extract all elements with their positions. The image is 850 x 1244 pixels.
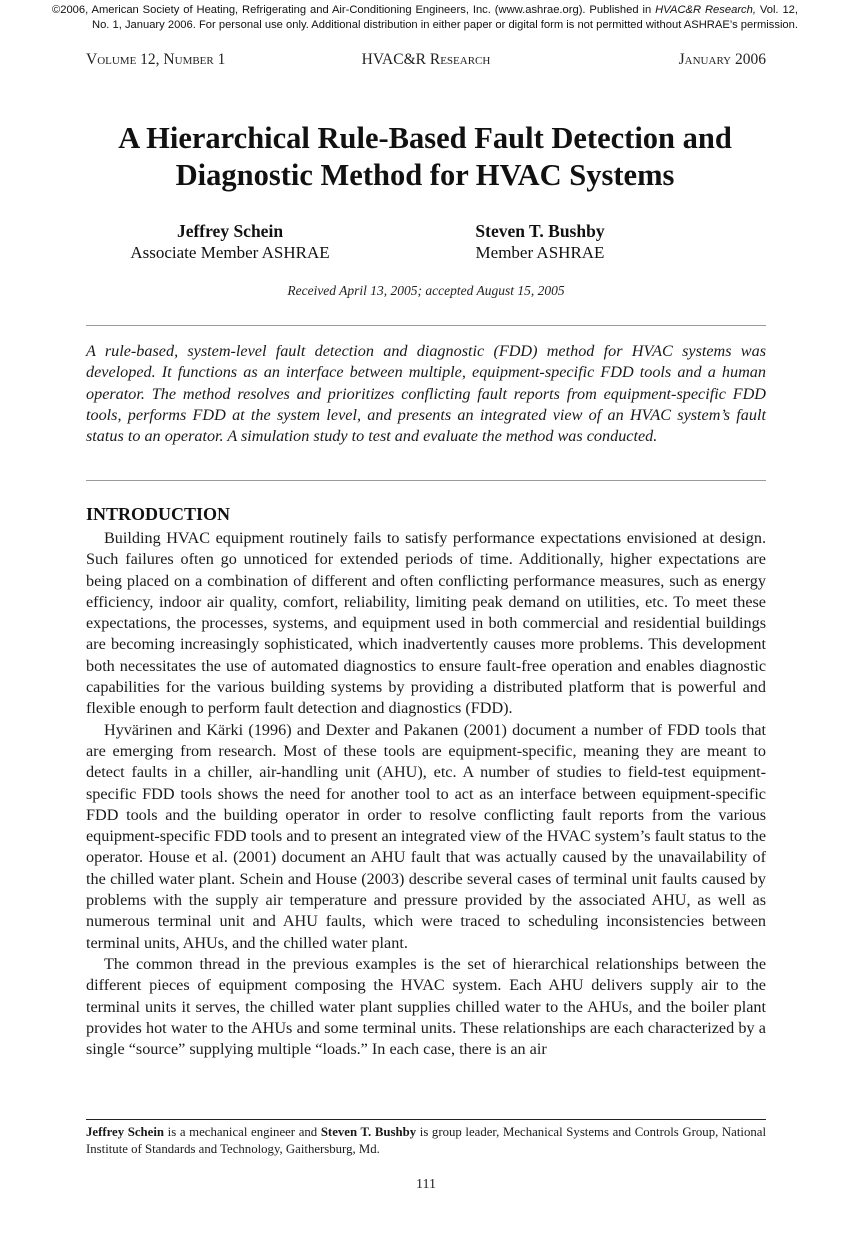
paper-title: A Hierarchical Rule-Based Fault Detection and Diagnostic Method for HVAC Systems: [118, 121, 732, 192]
running-header-date: January 2006: [678, 51, 766, 68]
copyright-text-part1: ©2006, American Society of Heating, Refrigerating and Air-Conditioning Engineers, Inc. (www.ashrae.org). Published in: [52, 4, 656, 16]
body-paragraph: Building HVAC equipment routinely fails to satisfy performance expectations envisioned at design. Such failures often go unnoticed for extended periods of time. Additionally, higher expectations are being placed on a combination of different and often conflicting performance measures, such as energy efficiency, indoor air quality, comfort, reliability, limiting peak demand on utilities, etc. To meet these expectations, the processes, systems, and equipment used in both commercial and residential buildings are becoming increasingly sophisticated, which inadvertently causes more problems. This development both necessitates the use of automated diagnostics to ensure fault-free operation and enables diagnostic capabilities for the various building systems by providing a distributed platform that is powerful and flexible enough to perform fault detection and diagnostics (FDD).: [86, 529, 766, 718]
abstract-bottom-divider: [86, 480, 766, 481]
footnote-author-1: Jeffrey Schein: [86, 1125, 165, 1139]
author-affiliation: Associate Member ASHRAE: [130, 243, 330, 262]
author-name: Jeffrey Schein: [176, 221, 284, 241]
introduction-body: [86, 528, 766, 1060]
author-block-2: [390, 220, 690, 264]
footnote-author-2: Steven T. Bushby: [320, 1125, 417, 1139]
copyright-notice: [52, 3, 798, 33]
footnote-text-2: is group leader, Mechanical Systems and Controls Group, National Institute of Standards and Technology, Gaithersburg, Md.: [86, 1125, 766, 1156]
author-affiliation: Member ASHRAE: [475, 243, 605, 262]
abstract-top-divider: [86, 325, 766, 326]
body-paragraph: Hyvärinen and Kärki (1996) and Dexter and Pakanen (2001) document a number of FDD tools that are emerging from research. Most of these tools are equipment-specific, meaning they are meant to detect faults in a chiller, air-handling unit (AHU), etc. A number of studies to field-test equipment-specific FDD tools shows the need for another tool to act as an interface between equipment-specific FDD tools and the building operator in order to resolve conflicting fault reports from the various equipment-specific FDD tools and to present an integrated view of the HVAC system’s fault status to the operator. House et al. (2001) document an AHU fault that was actually caused by the unavailability of the chilled water plant. Schein and House (2003) describe several cases of terminal unit faults caused by problems with the supply air temperature and pressure provided by the associated AHU, as well as numerous terminal unit and AHU faults, which were traced to scheduling inconsistencies between terminal units, AHUs, and the chilled water plant.: [86, 720, 766, 952]
copyright-text-part2: Vol. 12, No. 1, January 2006. For personal use only. Additional distribution in either paper or digital form is not permitted without ASHRAE’s permission.: [91, 4, 798, 31]
section-heading-introduction: INTRODUCTION: [86, 504, 231, 524]
abstract: A rule-based, system-level fault detection and diagnostic (FDD) method for HVAC systems was developed. It functions as an interface between multiple, equipment-specific FDD tools and a human operator. The method resolves and prioritizes conflicting fault reports from equipment-specific FDD tools, performs FDD at the system level, and presents an integrated view of an HVAC system’s fault status to an operator. A simulation study to test and evaluate the method was conducted.: [86, 342, 766, 446]
page-number: 111: [416, 1177, 436, 1192]
running-header-journal: HVAC&R Research: [361, 51, 491, 68]
footnote-text-1: is a mechanical engineer and: [164, 1125, 321, 1139]
author-footnote: [86, 1124, 766, 1158]
footnote-divider: [86, 1119, 766, 1120]
received-dates: Received April 13, 2005; accepted August 15, 2005: [287, 283, 565, 298]
author-name: Steven T. Bushby: [475, 221, 605, 241]
running-header-volume: Volume 12, Number 1: [86, 51, 226, 68]
running-header: [86, 50, 766, 70]
author-block-1: [80, 220, 380, 264]
copyright-journal-name: HVAC&R Research,: [655, 4, 756, 16]
body-paragraph: The common thread in the previous examples is the set of hierarchical relationships between the different pieces of equipment composing the HVAC system. Each AHU delivers supply air to the terminal units it serves, the chilled water plant supplies chilled water to the AHUs, and the boiler plant provides hot water to the AHUs and some terminal units. These relationships are each characterized by a single “source” supplying multiple “loads.” In each case, there is an air: [86, 954, 766, 1059]
